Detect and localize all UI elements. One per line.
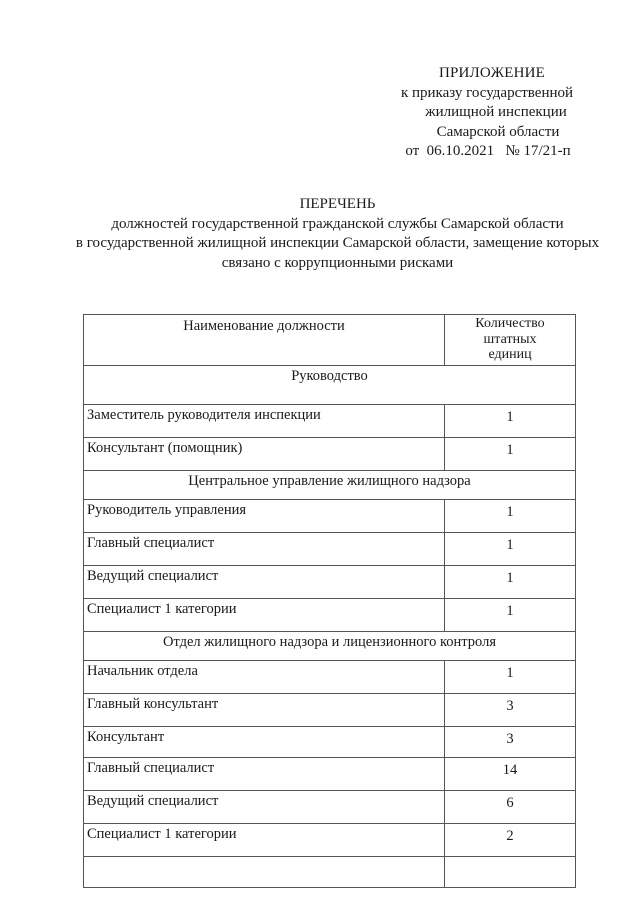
position-count: 1 <box>445 405 576 438</box>
section-row <box>84 471 576 500</box>
positions-table <box>83 314 576 888</box>
table-row <box>84 599 576 632</box>
document-title-block <box>60 195 615 273</box>
document-subtitle-line3: связано с коррупционными рисками <box>221 254 454 271</box>
position-name: Ведущий специалист <box>84 566 445 599</box>
position-name: Специалист 1 категории <box>84 599 445 632</box>
position-count: 1 <box>445 599 576 632</box>
position-name: Ведущий специалист <box>84 791 445 824</box>
order-number: № 17/21-п <box>505 143 571 159</box>
document-subtitle-line2: в государственной жилищной инспекции Самарской области, замещение которых <box>75 235 600 251</box>
position-count: 3 <box>445 694 576 727</box>
section-row <box>84 632 576 661</box>
table-row <box>84 533 576 566</box>
appendix-org-line1: жилищной инспекции <box>425 104 567 120</box>
appendix-header <box>392 64 592 162</box>
position-count: 1 <box>445 533 576 566</box>
table-row <box>84 791 576 824</box>
position-count: 1 <box>445 661 576 694</box>
position-name: Главный специалист <box>84 533 445 566</box>
position-count: 1 <box>445 438 576 471</box>
table-row <box>84 758 576 791</box>
table-row <box>84 438 576 471</box>
position-count: 6 <box>445 791 576 824</box>
section-title: Центральное управление жилищного надзора <box>84 471 576 500</box>
position-count: 1 <box>445 500 576 533</box>
empty-cell <box>84 857 445 888</box>
document-title: ПЕРЕЧЕНЬ <box>299 196 376 212</box>
position-count: 14 <box>445 758 576 791</box>
position-name: Консультант (помощник) <box>84 438 445 471</box>
table-row <box>84 694 576 727</box>
section-row <box>84 366 576 405</box>
position-name: Консультант <box>84 727 445 758</box>
position-name: Руководитель управления <box>84 500 445 533</box>
table-header-row <box>84 315 576 366</box>
position-count: 3 <box>445 727 576 758</box>
header-count-line3: единиц <box>488 347 532 362</box>
table-row-empty <box>84 857 576 888</box>
position-count: 2 <box>445 824 576 857</box>
table-row <box>84 727 576 758</box>
section-title: Отдел жилищного надзора и лицензионного контроля <box>84 632 576 661</box>
position-name: Главный консультант <box>84 694 445 727</box>
header-count-line2: штатных <box>483 331 537 347</box>
table-row <box>84 500 576 533</box>
table-row <box>84 824 576 857</box>
position-count: 1 <box>445 566 576 599</box>
appendix-order-ref: к приказу государственной <box>400 84 574 101</box>
position-name: Специалист 1 категории <box>84 824 445 857</box>
appendix-org-line2: Самарской области <box>436 123 560 140</box>
header-count-line1: Количество <box>475 316 545 331</box>
empty-cell <box>445 857 576 888</box>
order-date: 06.10.2021 <box>426 143 495 159</box>
header-count <box>445 315 576 366</box>
appendix-title: ПРИЛОЖЕНИЕ <box>438 65 546 81</box>
section-title: Руководство <box>84 366 576 405</box>
date-prefix: от <box>405 143 420 159</box>
document-subtitle-line1: должностей государственной гражданской службы Самарской области <box>111 215 564 232</box>
appendix-date-number <box>384 142 592 162</box>
table-row <box>84 661 576 694</box>
table-row <box>84 405 576 438</box>
table-row <box>84 566 576 599</box>
position-name: Начальник отдела <box>84 661 445 694</box>
header-position: Наименование должности <box>84 315 445 366</box>
position-name: Заместитель руководителя инспекции <box>84 405 445 438</box>
position-name: Главный специалист <box>84 758 445 791</box>
